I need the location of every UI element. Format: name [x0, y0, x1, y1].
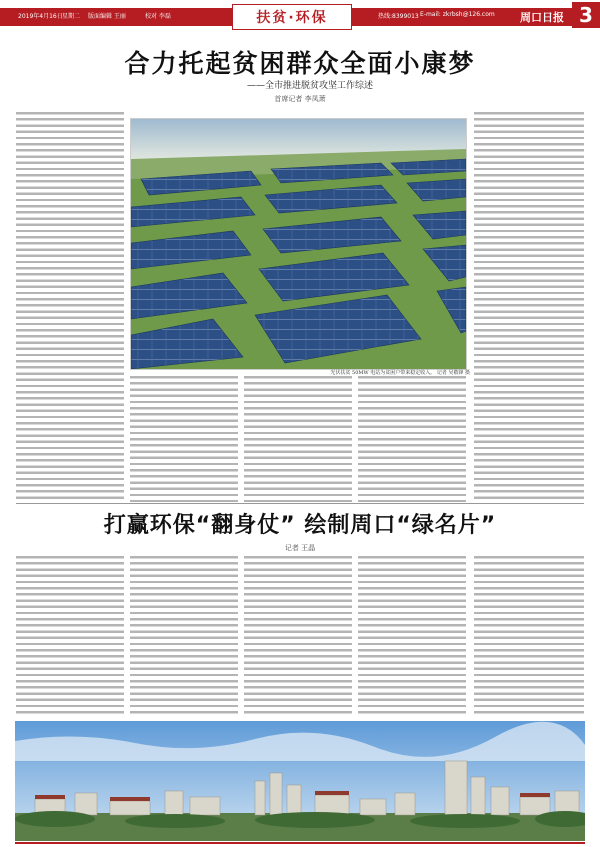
issue-weekday: 星期二 [62, 13, 81, 20]
article2-column-2 [130, 556, 238, 716]
page-number: 3 [572, 2, 600, 28]
article1-column-2 [130, 376, 238, 502]
article1-column-3 [244, 376, 352, 502]
article1-column-4 [358, 376, 466, 502]
issue-date: 2019年4月16日 [18, 13, 63, 20]
page-editor: 版面编辑 王丽 [88, 13, 126, 20]
article2-column-3 [244, 556, 352, 716]
section-title: 扶贫·环保 [232, 4, 352, 30]
article1-byline: 首席记者 李凤萧 [274, 95, 326, 103]
article2-column-5 [474, 556, 584, 716]
article2-column-1 [16, 556, 124, 716]
masthead-logo: 周口日报 [520, 11, 564, 24]
article1-column-1 [16, 112, 124, 502]
article1-subheadline: ——全市推进脱贫攻坚工作综述 [246, 81, 373, 91]
city-skyline-photo [15, 721, 585, 841]
article2-headline: 打赢环保“翻身仗” 绘制周口“绿名片” [103, 513, 497, 538]
footer-rule [15, 842, 585, 844]
article1-headline: 合力托起贫困群众全面小康梦 [124, 49, 476, 78]
header-bar [0, 0, 600, 28]
page-proofreader: 校对 李磊 [145, 13, 171, 20]
article-divider [16, 503, 584, 504]
hotline: 热线:8399013 [378, 13, 419, 20]
email: E-mail: zkrbsh@126.com [420, 11, 495, 18]
solar-farm-photo [130, 118, 467, 370]
article1-column-5 [474, 112, 584, 502]
article2-column-4 [358, 556, 466, 716]
article2-byline: 记者 王晶 [284, 544, 316, 552]
photo-caption: 光伏扶贫 50MW 电站为贫困户带来稳定收入。 记者 吴敬锋 摄 [330, 370, 470, 376]
